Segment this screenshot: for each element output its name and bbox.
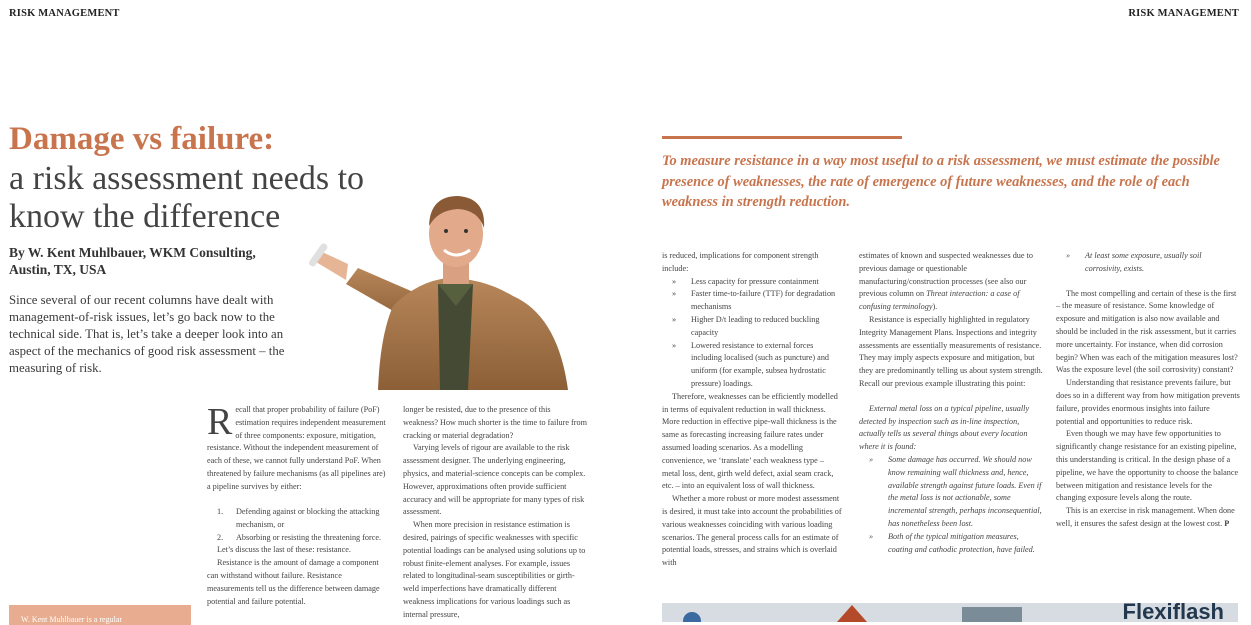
end-mark: P [1224,518,1230,528]
example-paragraph: External metal loss on a typical pipeline, usually detected by inspection such as in-line inspection, actually tells us several things about every location where it is found: [859,403,1030,452]
column-1 [207,401,387,494]
paragraph: The most compelling and certain of these is the first – the measure of resistance. Some knowledge of exposure and mitigation is also now available and should be included in the risk assessment, but it carries more uncertainty. For instance, when did corrosion begin? When was each of the mitigation measures lost? Was the exposure level (the soil corrosivity) constant? [1056,288,1238,375]
paragraph: ecall that proper probability of failure (PoF) estimation requires independent measurement of three components: exposure, mitigation, resistance. Without the independent measurement of each of these, we cannot fully understand PoF. When threatened by failure mechanisms (as all pipelines are) a pipeline survives by either: [207,405,386,491]
paragraph: Whether a more robust or more modest assessment is desired, it must take into account the probabilities of various weaknesses coinciding with various loading scenarios. The general process calls for an estimate of potential loads, stresses, and strains which is overlaid with [662,494,842,568]
paragraph: Therefore, weaknesses can be efficiently modelled in terms of equivalent reduction in wall thickness. More reduction in effective pipe-wall thickness is the same as forecasting increasing failure rates under assumed loading scenarios. As a modelling convenience, we ‘translate’ each weakness type – metal loss, dent, girth weld defect, axial seam crack, etc. – into an equivalent loss of wall thickness. [662,391,838,491]
column-1-list [207,506,387,608]
advertisement-text: Flexiflash [1122,603,1224,622]
paragraph: Let’s discuss the last of these: resistance. [217,545,351,555]
paragraph: Understanding that resistance prevents failure, but does so in a different way from how mitigation prevents failure, provides enormous insights into failure potential and opportunities to reduce risk. [1056,378,1240,426]
list-item: » Less capacity for pressure containment [672,276,819,286]
list-item: » Higher D/t leading to reduced buckling capacity [672,314,820,337]
author-photo [298,176,586,390]
list-item: 2. Absorbing or resisting the threatening force. [217,532,382,542]
list-item: » Faster time-to-failure (TTF) for degradation mechanisms [672,289,836,312]
column-2 [403,404,587,622]
advertisement-banner[interactable] [662,603,1238,622]
intro-paragraph: Since several of our recent columns have dealt with management-of-risk issues, let’s go back now to the technical side. That is, let’s take a deeper look into an aspect of the mechanics of good risk assessment – the measuring of risk. [9,293,285,375]
article-subtitle: a risk assessment needs to know the difference [9,160,365,235]
section-header-right: RISK MANAGEMENT [1128,8,1239,19]
paragraph: is reduced, implications for component strength include: [662,251,819,273]
list-item: » At least some exposure, usually soil corrosivity, exists. [1066,251,1202,273]
drop-cap: R [207,401,233,443]
author-bio-box: W. Kent Muhlbauer is a regular [9,605,191,625]
paragraph: Resistance is the amount of damage a component can withstand without failure. Resistance measurements tell us the difference between damage potential and failure potential. [207,558,380,606]
paragraph: Varying levels of rigour are available to the risk assessment designer. The underlying engineering, physics, and material-science concepts can be complex. However, approximations often provide sufficient accuracy and will be appropriate for many types of risk assessment. [403,443,586,517]
column-3 [662,250,843,570]
pull-quote: To measure resistance in a way most useful to a risk assessment, we must estimate the possible presence of weaknesses, the rate of emergence of future weaknesses, and the role of each weakness in strength reduction. [662,153,1220,210]
paragraph: When more precision in resistance estimation is desired, pairings of specific weaknesses with specific potential loadings can be analysed using solutions up to robust finite-element analyses. For example, issues related to longitudinal-seam susceptibilities or girth-weld imperfections have dramatically different weakness implications for various loadings such as internal pressure, [403,520,586,619]
paragraph: Resistance is especially highlighted in regulatory Integrity Management Plans. Inspections and integrity assessments are essentially measurements of resistance. They may imply aspects exposure and mitigation, but they are predominantly telling us about system strength. Recall our previous example illustrating this point: [859,314,1043,388]
list-item: » Some damage has occurred. We should now know remaining wall thickness and, hence, available strength against future loads. Even if the metal loss is not actionable, some incremental strength, perhaps inconsequential, has nonetheless been lost. [869,454,1042,528]
paragraph: estimates of known and suspected weaknesses due to previous damage or questionable manufacturing/construction processes (see also our previous column on Threat interaction: a case of confusing terminology). [859,251,1033,312]
column-5 [1056,250,1240,531]
list-item: » Lowered resistance to external forces including localised (such as puncture) and uniform (for example, subsea hydrostatic pressure) loadings. [672,340,830,388]
column-4 [859,250,1043,556]
paragraph: This is an exercise in risk management. When done well, it ensures the safest design at the lowest cost. P [1056,506,1235,528]
article-title: Damage vs failure: [9,121,275,157]
pull-quote-rule [662,136,902,139]
byline: By W. Kent Muhlbauer, WKM Consulting, Austin, TX, USA [9,245,256,277]
list-item: 1. Defending against or blocking the attacking mechanism, or [217,507,380,529]
list-item: » Both of the typical mitigation measures, coating and cathodic protection, have failed. [869,531,1035,554]
section-header-left: RISK MANAGEMENT [9,8,120,19]
paragraph: Even though we may have few opportunities to significantly change resistance for an existing pipeline, this understanding is critical. In the design phase of a pipeline, we have the opportunity to choose the balance between mitigation and resistance levels for the changing exposure levels along the route. [1056,429,1239,503]
paragraph: longer be resisted, due to the presence of this weakness? How much shorter is the time to failure from cracking or material degradation? [403,405,587,440]
